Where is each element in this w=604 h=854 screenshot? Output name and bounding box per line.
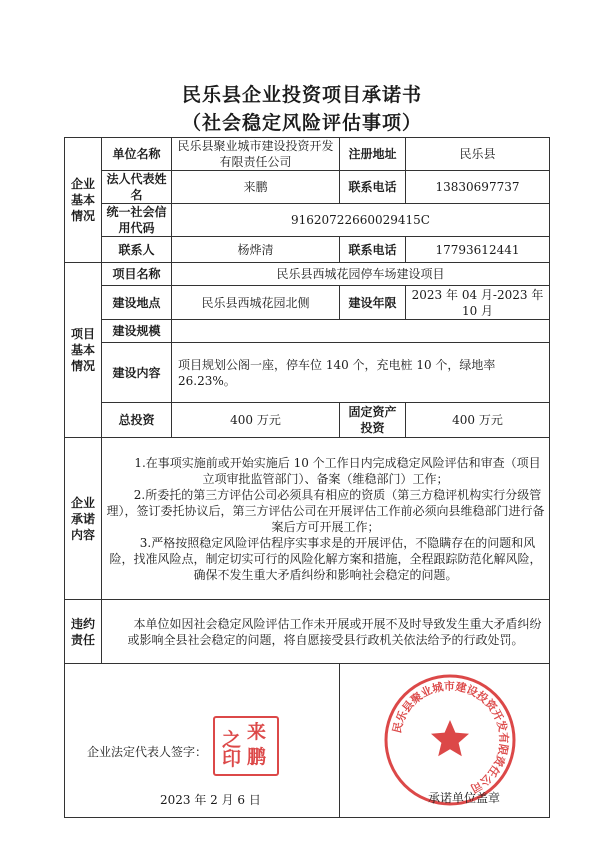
row-unit-name [65,138,550,171]
fixed-investment-label: 固定资产投资 [340,403,406,438]
document-subtitle: （社会稳定风险评估事项） [181,112,422,134]
location-value: 民乐县西城花园北侧 [172,286,340,320]
stamp-char: 印 [222,748,242,770]
stamp-char: 来 [247,721,267,743]
fixed-investment-value: 400 万元 [406,403,550,438]
phone-value: 13830697737 [406,171,550,204]
row-contact [65,237,550,263]
address-label: 注册地址 [340,138,406,171]
period-label: 建设年限 [340,286,406,320]
contact-phone-label: 联系电话 [340,237,406,263]
seal-cell [340,664,550,818]
section-commitment: 企业承诺内容 [65,438,102,600]
credit-code-value: 91620722660029415C [172,204,550,237]
signature-date: 2023 年 2 月 6 日 [160,793,261,807]
signature-cell [65,664,340,818]
section-liability: 违约责任 [65,600,102,664]
unit-name-value: 民乐县聚业城市建设投资开发有限责任公司 [172,138,340,171]
row-scale [65,320,550,343]
row-credit-code [65,204,550,237]
row-location [65,286,550,320]
row-legal-rep [65,171,550,204]
liability-text: 本单位如因社会稳定风险评估工作未开展或开展不及时导致发生重大矛盾纠纷或影响全县社会稳定的问题，将自愿接受县行政机关依法给予的行政处罚。 [127,616,542,647]
liability-content [102,600,550,664]
seal-star-icon [431,720,469,756]
period-value: 2023 年 04 月-2023 年 10 月 [406,286,550,320]
content-value: 项目规划公阁一座，停车位 140 个，充电桩 10 个，绿地率 26.23%。 [172,343,550,403]
scale-label: 建设规模 [102,320,172,343]
contact-phone-value: 17793612441 [406,237,550,263]
commitment-content [102,438,550,600]
project-name-value: 民乐县西城花园停车场建设项目 [172,263,550,286]
row-content [65,343,550,373]
row-signature [65,664,550,818]
legal-rep-value: 来鹏 [172,171,340,204]
investment-label: 总投资 [102,403,172,438]
document-title: 民乐县企业投资项目承诺书 [181,84,422,106]
rep-signature-label: 企业法定代表人签字： [87,745,208,759]
unit-name-label: 单位名称 [102,138,172,171]
company-seal [380,670,520,810]
seal-ring-text: 民乐县聚业城市建设投资开发有限责任公司 [390,679,511,796]
contact-value: 杨烨清 [172,237,340,263]
investment-value: 400 万元 [172,403,340,438]
section-project: 项目基本情况 [65,263,102,438]
legal-rep-label: 法人代表姓名 [102,171,172,204]
row-project-name [65,263,550,286]
scale-value [172,320,550,343]
row-liability [65,600,550,664]
address-value: 民乐县 [406,138,550,171]
rep-name-stamp [213,716,279,776]
credit-code-label: 统一社会信用代码 [102,204,172,237]
commitment-item: 2.所委托的第三方评估公司必须具有相应的资质（第三方稳评机构实行分级管理），签订委托协议后，第三方评估公司在开展评估工作前必须向县维稳部门进行备案后方可开展工作； [106,487,545,534]
commitment-item: 3.严格按照稳定风险评估程序实事求是的开展评估，不隐瞒存在的问题和风险，找准风险点，制定切实可行的风险化解方案和措施，全程跟踪防范化解风险，确保不发生重大矛盾纠纷和影响社会稳定的问题。 [109,535,542,582]
seal-label: 承诺单位盖章 [428,791,501,805]
location-label: 建设地点 [102,286,172,320]
stamp-char: 鹏 [247,746,267,768]
commitment-item: 1.在事项实施前或开始实施后 10 个工作日内完成稳定风险评估和审查（项目立项审批监管部门）、备案（维稳部门）工作； [134,455,541,486]
row-investment [65,403,550,438]
section-enterprise: 企业基本情况 [65,138,102,263]
stamp-char: 之 [222,729,242,751]
phone-label: 联系电话 [340,171,406,204]
commitment-form-table [64,137,550,818]
content-label: 建设内容 [102,343,172,403]
project-name-label: 项目名称 [102,263,172,286]
contact-label: 联系人 [102,237,172,263]
row-commitment [65,438,550,600]
